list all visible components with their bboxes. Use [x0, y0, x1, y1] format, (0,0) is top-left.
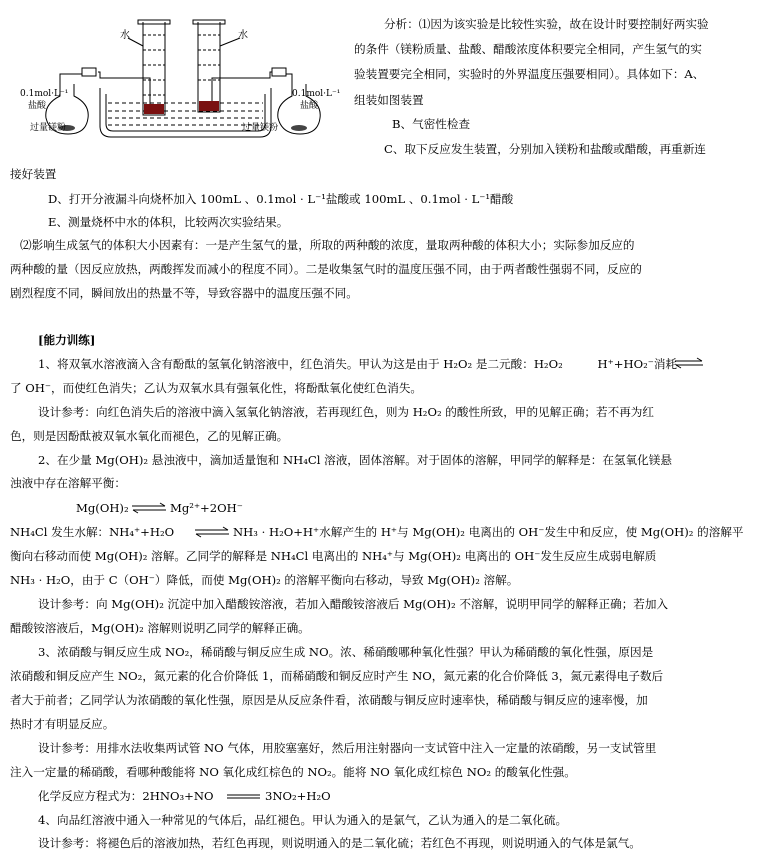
- q4-line-2: 设计参考：将褪色后的溶液加热，若红色再现，则说明通入的是二氧化硫；若红色不再现，则说明通入的气体是氯气。: [38, 836, 641, 850]
- water-label-left: 水: [120, 30, 130, 41]
- analysis-line-12: 剧烈程度不同，瞬间放出的热量不等，导致容器中的温度压强不同。: [10, 286, 358, 300]
- q2-eq-right: Mg²⁺+2OH⁻: [170, 501, 243, 515]
- q2-line-3-pre: NH₄Cl 发生水解：NH₄⁺+H₂O: [10, 525, 175, 539]
- q3-line-7-post: 3NO₂+H₂O: [265, 789, 331, 803]
- q2-line-3-post: NH₃ · H₂O+H⁺水解产生的 H⁺与 Mg(OH)₂ 电离出的 OH⁻发生中和反应，使 Mg(OH)₂ 的溶解平: [233, 525, 744, 539]
- q2-line-2: 浊液中存在溶解平衡：: [10, 476, 126, 490]
- q3-line-5: 设计参考：用排水法收集两试管 NO 气体，用胶塞塞好，然后用注射器向一支试管中注入一定量的浓硝酸，另一支试管里: [38, 741, 657, 755]
- q2-equilibrium-arrow: [131, 501, 167, 518]
- acid-label-left-conc: 0.1mol·L⁻¹: [20, 89, 69, 99]
- q4-line-1: 4、向品红溶液中通入一种常见的气体后，品红褪色。甲认为通入的是氯气，乙认为通入的是二氧化硫。: [38, 813, 568, 827]
- acid-label-left-name: 盐酸: [28, 101, 47, 111]
- apparatus-diagram: [0, 0, 345, 145]
- analysis-line-10: ⑵影响生成氢气的体积大小因素有：一是产生氢气的量，所取的两种酸的浓度，量取两种酸的体积大小；实际参加反应的: [20, 238, 635, 252]
- q2-eq-left: Mg(OH)₂: [76, 501, 129, 515]
- q1-line-1: 1、将双氧水溶液滴入含有酚酞的氢氧化钠溶液中，红色消失。甲认为这是由于 H₂O₂ 是二元酸：H₂O₂ H⁺+HO₂⁻消耗: [38, 357, 678, 371]
- mg-label-right: 过量镁粉: [242, 123, 279, 133]
- analysis-line-3: 验装置要完全相同，实验时的外界温度压强要相同）。具体如下：A、: [354, 67, 705, 81]
- analysis-line-7: 接好装置: [10, 167, 57, 181]
- q1-line-4: 色，则是因酚酞被双氧水氧化而褪色，乙的见解正确。: [10, 429, 289, 443]
- q3-line-2: 浓硝酸和铜反应产生 NO₂，氮元素的化合价降低 1，而稀硝酸和铜反应时产生 NO，氮元素的化合价降低 3，氮元素得电子数后: [10, 669, 664, 683]
- q1-equilibrium-arrow: [674, 356, 704, 373]
- mg-label-left: 过量镁粉: [30, 123, 67, 133]
- q2-line-1: 2、在少量 Mg(OH)₂ 悬浊液中，滴加适量饱和 NH₄Cl 溶液，固体溶解。对于固体的溶解，甲同学的解释是：在氢氧化镁悬: [38, 453, 672, 467]
- analysis-line-11: 两种酸的量（因反应放热，两酸挥发而减小的程度不同）。二是收集氢气时的温度压强不同，由于两者酸性强弱不同，反应的: [10, 262, 642, 276]
- q3-line-1: 3、浓硝酸与铜反应生成 NO₂，稀硝酸与铜反应生成 NO。浓、稀硝酸哪种氧化性强？甲认为稀硝酸的氧化性强，原因是: [38, 645, 654, 659]
- analysis-line-2: 的条件（镁粉质量、盐酸、醋酸浓度体积要完全相同，产生氢气的实: [354, 42, 702, 56]
- q3-line-3: 者大于前者；乙同学认为浓硝酸的氧化性强，原因是从反应条件看，浓硝酸与铜反应时速率快，稀硝酸与铜反应的速率慢，加: [10, 693, 648, 707]
- q3-reaction-arrow: [226, 789, 262, 806]
- q3-line-7-pre: 化学反应方程式为：2HNO₃+NO: [38, 789, 214, 803]
- analysis-line-5: B、气密性检查: [392, 117, 471, 131]
- q2-line-4: 衡向右移动而使 Mg(OH)₂ 溶解。乙同学的解释是 NH₄Cl 电离出的 NH₄⁺与 Mg(OH)₂ 电离出的 OH⁻发生反应生成弱电解质: [10, 549, 657, 563]
- q2-hydrolysis-arrow: [194, 525, 230, 542]
- analysis-line-8: D、打开分液漏斗向烧杯加入 100mL 、0.1mol · L⁻¹盐酸或 100mL 、0.1mol · L⁻¹醋酸: [48, 192, 514, 206]
- training-heading: [能力训练]: [38, 333, 96, 347]
- q3-line-4: 热时才有明显反应。: [10, 717, 115, 731]
- analysis-line-1: 分析：⑴因为该实验是比较性实验，故在设计时要控制好两实验: [384, 17, 709, 31]
- acid-label-right-conc: 0.1mol·L⁻¹: [292, 89, 341, 99]
- q2-line-7: 醋酸铵溶液后，Mg(OH)₂ 溶解则说明乙同学的解释正确。: [10, 621, 310, 635]
- acid-label-right-name: 盐酸: [300, 101, 319, 111]
- q1-line-2: 了 OH⁻，而使红色消失；乙认为双氧水具有强氧化性，将酚酞氧化使红色消失。: [10, 381, 423, 395]
- analysis-line-4: 组装如图装置: [354, 93, 424, 107]
- q2-line-5: NH₃ · H₂O，由于 C（OH⁻）降低，而使 Mg(OH)₂ 的溶解平衡向右移动，导致 Mg(OH)₂ 溶解。: [10, 573, 519, 587]
- left-cylinder: [143, 22, 165, 115]
- q3-line-6: 注入一定量的稀硝酸，看哪种酸能将 NO 氧化成红棕色的 NO₂。能将 NO 氧化成红棕色 NO₂ 的酸氧化性强。: [10, 765, 576, 779]
- analysis-line-9: E、测量烧杯中水的体积，比较两次实验结果。: [48, 215, 289, 229]
- analysis-line-6: C、取下反应发生装置，分别加入镁粉和盐酸或醋酸，再重新连: [384, 142, 706, 156]
- q1-line-3: 设计参考：向红色消失后的溶液中滴入氢氧化钠溶液，若再现红色，则为 H₂O₂ 的酸性所致，甲的见解正确；若不再为红: [38, 405, 654, 419]
- q2-line-6: 设计参考：向 Mg(OH)₂ 沉淀中加入醋酸铵溶液，若加入醋酸铵溶液后 Mg(OH)₂ 不溶解，说明甲同学的解释正确；若加入: [38, 597, 669, 611]
- water-label-right: 水: [238, 30, 248, 41]
